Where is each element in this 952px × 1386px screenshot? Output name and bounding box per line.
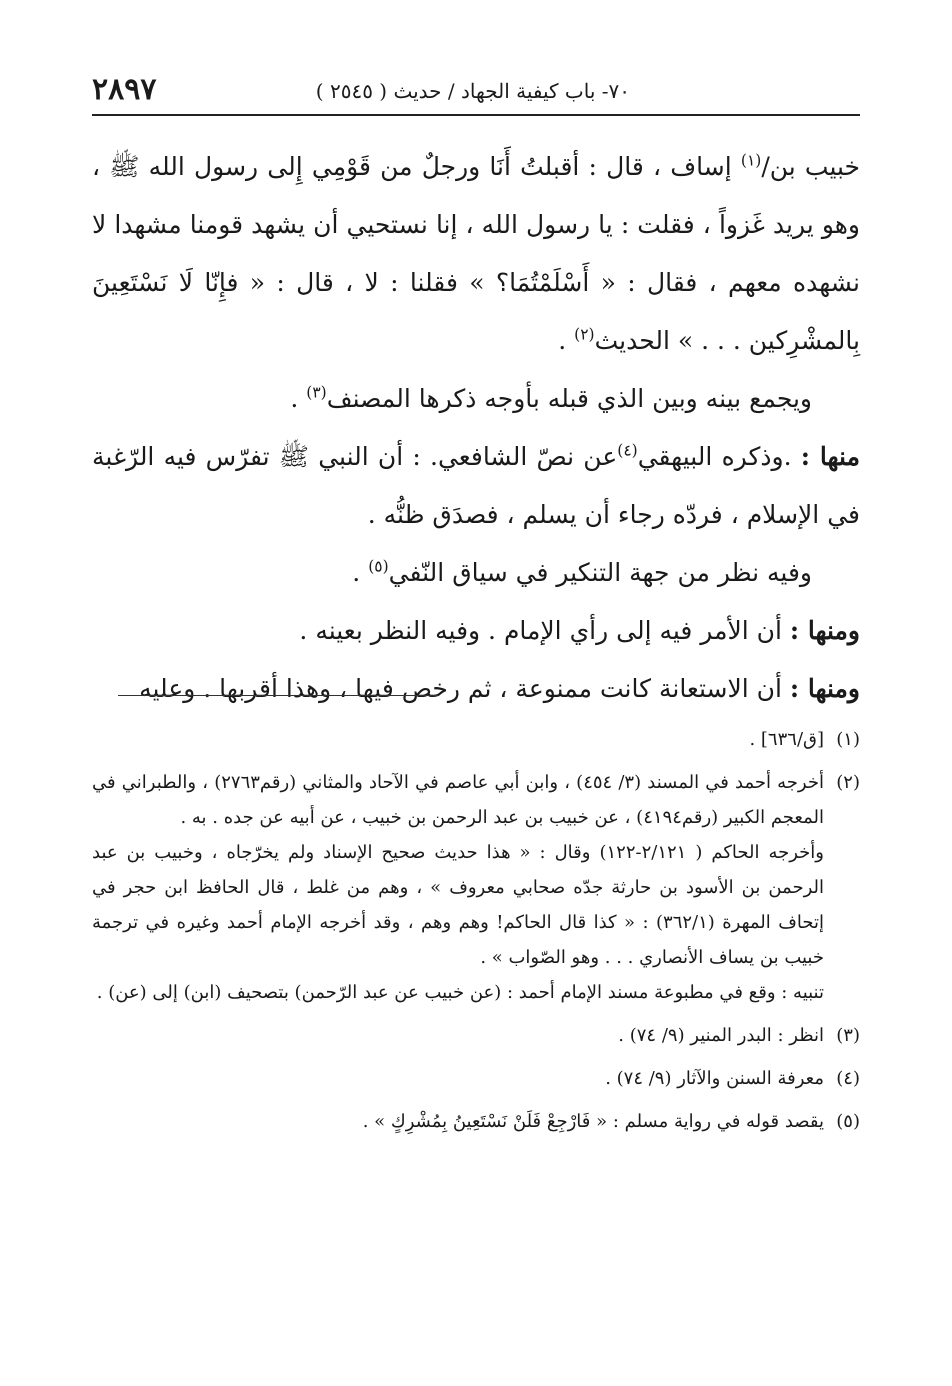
- footnote-4: (٤) معرفة السنن والآثار (٩/ ٧٤) .: [92, 1061, 860, 1096]
- footnote-ref-2[interactable]: (٢): [574, 325, 595, 344]
- footnote-number: (٢): [836, 772, 860, 793]
- paragraph-hadith: خبيب بن/$^{(١)}$ إساف ، قال : أقبلتُ أَنَا ورجلٌ من قَوْمِي إِلى رسول الله ﷺ ، وهو يريد غَزواً ، فقلت : يا رسول الله ، إنا نستحيي أن يشهد قومنا مشهدا لا نشهده معهم ، فقال : « أَسْلَمْتُمَا؟ » فقلنا : لا ، قال : « فإِنّا لَا نَسْتَعِينَ بِالمشْرِكين . . . » الحديث$^{(٢)}$ .: [92, 151, 860, 355]
- footnote-ref-5[interactable]: (٥): [368, 557, 389, 576]
- running-title: ٧٠- باب كيفية الجهاد / حديث ( ٢٥٤٥ ): [315, 79, 630, 103]
- paragraph-second-way: ومنها : أن الأمر فيه إلى رأي الإمام . وفيه النظر بعينه .: [299, 616, 860, 645]
- footnote-3: (٣) انظر : البدر المنير (٩/ ٧٤) .: [92, 1018, 860, 1053]
- header-rule: [92, 114, 860, 116]
- paragraph-first-way: منها : .وذكره البيهقي$^{(٤)}$عن نصّ الشافعي. : أن النبي ﷺ تفرّس فيه الرّغبة في الإسلام ، فردّه رجاء أن يسلم ، فصدَق ظنُّه .: [92, 441, 860, 529]
- footnote-ref-1[interactable]: (١): [740, 151, 762, 170]
- footnote-number: (٥): [836, 1111, 860, 1132]
- footnote-2: (٢) أخرجه أحمد في المسند (٣/ ٤٥٤) ، وابن أبي عاصم في الآحاد والمثاني (رقم٢٧٦٣) ، والطبراني في المعجم الكبير (رقم٤١٩٤) ، عن خبيب بن عبد الرحمن بن خبيب ، عن أبيه عن جده . به . وأخرجه الحاكم ( ٢/١٢١-١٢٢) وقال : « هذا حديث صحيح الإسناد ولم يخرّجاه ، وخبيب بن عبد الرحمن بن الأسود بن حارثة جدّه صحابي معروف » ، وهم من غلط ، قال الحافظ ابن حجر في إتحاف المهرة (٣٦٢/١) : « كذا قال الحاكم! وهم وهم ، وقد أخرجه الإمام أحمد وغيره في ترجمة خبيب بن يساف الأنصاري . . . وهو الصّواب » . تنبيه : وقع في مطبوعة مسند الإمام أحمد : (عن خبيب عن عبد الرّحمن) بتصحيف (ابن) إلى (عن) .: [92, 765, 860, 1010]
- page-header: [92, 70, 860, 114]
- footnote-ref-4[interactable]: (٤): [617, 441, 638, 460]
- keyword-minha: منها :: [800, 442, 860, 471]
- paragraph-reconcile: ويجمع بينه وبين الذي قبله بأوجه ذكرها المصنف$^{(٣)}$ .: [290, 383, 812, 413]
- footnote-separator: [118, 695, 438, 696]
- footnote-ref-3[interactable]: (٣): [306, 383, 327, 402]
- keyword-wa-minha: ومنها :: [789, 616, 860, 645]
- footnotes: [92, 722, 860, 1147]
- page-number: ٢٨٩٧: [92, 72, 157, 107]
- footnote-number: (١): [836, 729, 860, 750]
- footnote-1: (١) [ق/٦٣٦] .: [92, 722, 860, 757]
- footnote-5: (٥) يقصد قوله في رواية مسلم : « فَارْجِعْ فَلَنْ نَسْتَعِينُ بِمُشْرِكٍ » .: [92, 1104, 860, 1139]
- paragraph-objection: وفيه نظر من جهة التنكير في سياق النّفي$^{(٥)}$ .: [352, 557, 812, 587]
- footnote-number: (٣): [836, 1025, 860, 1046]
- paragraph-third-way: ومنها : أن الاستعانة كانت ممنوعة ، ثم رخص فيها ، وهذا أقربها . وعليه: [139, 674, 860, 703]
- main-text: [92, 138, 860, 718]
- keyword-wa-minha: ومنها :: [789, 674, 860, 703]
- footnote-number: (٤): [836, 1068, 860, 1089]
